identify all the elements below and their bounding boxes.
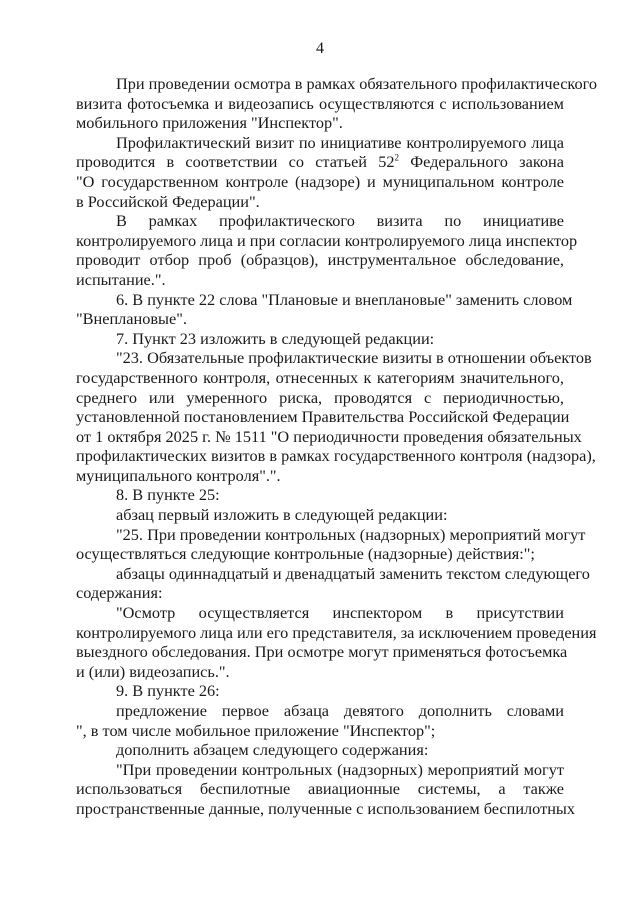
paragraph [76, 740, 564, 760]
text-line: профилактических визитов в рамках государственного контроля (надзора), [76, 446, 596, 466]
paragraph [76, 348, 596, 485]
paragraph [76, 759, 576, 819]
text-line: содержания: [76, 583, 163, 603]
text-line: "25. При проведении контрольных (надзорных) мероприятий могут [116, 524, 586, 544]
text-line: установленной постановлением Правительства Российской Федерации [76, 407, 570, 427]
paragraph [76, 603, 597, 681]
text-line: "Внеплановые". [76, 309, 187, 329]
text-line: 7. Пункт 23 изложить в следующей редакции: [116, 328, 435, 348]
text-line: 6. В пункте 22 слова "Плановые и внеплановые" заменить словом [116, 289, 573, 309]
paragraph [76, 485, 564, 505]
text-line: "О государственном контроле (надзоре) и муниципальном контроле [76, 171, 564, 191]
paragraph [76, 505, 564, 525]
page-number: 4 [316, 40, 324, 57]
paragraph [76, 211, 578, 289]
text-line: "23. Обязательные профилактические визиты в отношении объектов [116, 348, 592, 368]
text-line: муниципального контроля".". [76, 465, 281, 485]
text-line: абзац первый изложить в следующей редакции: [116, 505, 448, 525]
text-line: испытание.". [76, 269, 166, 289]
text-line: При проведении осмотра в рамках обязательного профилактического [116, 74, 598, 93]
text-line: контролируемого лица и при согласии контролируемого лица инспектор [76, 230, 578, 250]
text-line: предложение первое абзаца девятого дополнить словами [116, 701, 564, 720]
text-fragment: Федерального закона [399, 152, 564, 172]
text-line: 9. В пункте 26: [116, 681, 220, 701]
text-line: проводит отбор проб (образцов), инструментальное обследование, [76, 250, 564, 270]
superscript: 2 [394, 152, 400, 163]
text-line: пространственные данные, полученные с использованием беспилотных [76, 798, 576, 818]
text-line: В рамках профилактического визита по инициативе [116, 211, 564, 231]
paragraph [76, 329, 564, 349]
text-line: выездного обследования. При осмотре могут применяться фотосъемка [76, 642, 568, 662]
text-line: и (или) видеозапись.". [76, 661, 230, 681]
paragraph [76, 524, 586, 564]
text-line: Профилактический визит по инициативе контролируемого лица [116, 132, 564, 152]
text-line: визита фотосъемка и видеозапись осуществляются с использованием [76, 93, 564, 113]
text-line: дополнить абзацем следующего содержания: [116, 740, 429, 760]
text-line: мобильного приложения "Инспектор". [76, 113, 343, 133]
text-line: "При проведении контрольных (надзорных) мероприятий могут [116, 759, 564, 779]
text-line: использоваться беспилотные авиационные системы, а также [76, 779, 564, 799]
text-line: контролируемого лица или его представителя, за исключением проведения [76, 622, 597, 642]
text-line: "Осмотр осуществляется инспектором в присутствии [116, 603, 564, 623]
text-line: 8. В пункте 25: [116, 485, 220, 505]
paragraph [76, 74, 598, 133]
text-fragment: проводится в соответствии со статьей 52 [76, 152, 395, 172]
text-line: абзацы одиннадцатый и двенадцатый заменить текстом следующего [116, 563, 590, 583]
text-line: среднего или умеренного риска, проводятся с периодичностью, [76, 387, 564, 407]
text-line: осуществляться следующие контрольные (надзорные) действия:"; [76, 544, 535, 564]
paragraph [76, 289, 573, 329]
text-line: в Российской Федерации". [76, 191, 260, 211]
text-line: от 1 октября 2025 г. № 1511 "О периодичности проведения обязательных [76, 426, 582, 446]
document-body [76, 74, 598, 819]
text-line-with-footnote [76, 152, 564, 172]
text-line: ", в том числе мобильное приложение "Инспектор"; [76, 720, 436, 740]
text-line: государственного контроля, отнесенных к категориям значительного, [76, 367, 564, 387]
paragraph [76, 701, 564, 740]
paragraph [76, 563, 590, 603]
paragraph [76, 681, 564, 701]
paragraph [76, 133, 564, 211]
